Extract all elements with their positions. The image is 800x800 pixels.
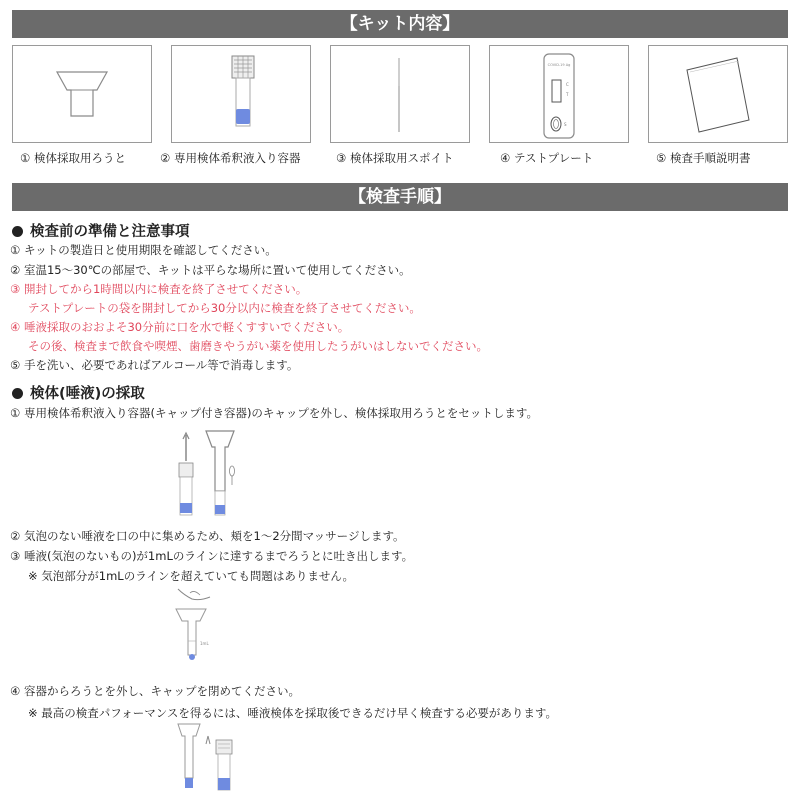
kit-item-test-plate — [489, 45, 629, 143]
kit-label-diluent-container: ② 専用検体希釈液入り容器 — [160, 151, 301, 165]
collect-step-4-note: ※ 最高の検査パフォーマンスを得るには、唾液検体を採取後できるだけ早く検査する必要があります。 — [28, 706, 557, 720]
prep-line-4: ④ 唾液採取のおおよそ30分前に口を水で軽くすすいでください。 — [10, 320, 350, 334]
procedure-banner: 【検査手順】 — [12, 183, 788, 211]
collect-step-3: ③ 唾液(気泡のないもの)が1mLのラインに達するまでろうとに吐き出します。 — [10, 549, 414, 563]
funnel-icon — [13, 46, 151, 142]
kit-label-funnel: ① 検体採取用ろうと — [20, 151, 126, 165]
collect-step-3-note: ※ 気泡部分が1mLのラインを超えていても問題はありません。 — [28, 569, 355, 583]
kit-label-test-plate: ④ テストプレート — [500, 151, 594, 165]
kit-item-dropper — [330, 45, 470, 143]
test-plate-mark-t: T — [566, 92, 569, 97]
kit-contents-row — [12, 45, 788, 145]
prep-line-4-sub: その後、検査まで飲食や喫煙、歯磨きやうがい薬を使用したうがいはしないでください。 — [28, 339, 488, 353]
bullet-icon — [12, 388, 23, 399]
test-plate-icon — [490, 46, 628, 142]
test-plate-label: COVID-19 Ag — [547, 63, 571, 67]
prep-line-1: ① キットの製造日と使用期限を確認してください。 — [10, 243, 277, 257]
one-ml-mark: 1mL — [200, 641, 209, 646]
funnel-setup-illustration — [170, 425, 250, 525]
kit-contents-banner: 【キット内容】 — [12, 10, 788, 38]
collect-step-1: ① 専用検体希釈液入り容器(キャップ付き容器)のキャップを外し、検体採取用ろうとをセットします。 — [10, 406, 539, 420]
prep-title-text: 検査前の準備と注意事項 — [30, 224, 190, 240]
collect-section-title — [12, 382, 145, 403]
prep-line-5: ⑤ 手を洗い、必要であればアルコール等で消毒します。 — [10, 358, 299, 372]
instruction-sheet-icon — [649, 46, 787, 142]
kit-label-instructions: ⑤ 検査手順説明書 — [656, 151, 751, 165]
kit-item-funnel — [12, 45, 152, 143]
collect-step-2: ② 気泡のない唾液を口の中に集めるため、頬を1～2分間マッサージします。 — [10, 529, 405, 543]
prep-line-2: ② 室温15～30℃の部屋で、キットは平らな場所に置いて使用してください。 — [10, 263, 411, 277]
cap-container-illustration — [170, 722, 250, 800]
saliva-collection-illustration — [170, 585, 250, 670]
prep-section-title — [12, 220, 190, 241]
collect-step-4: ④ 容器からろうとを外し、キャップを閉めてください。 — [10, 684, 300, 698]
test-plate-mark-s: S — [564, 122, 567, 127]
kit-item-diluent-container — [171, 45, 311, 143]
test-plate-mark-c: C — [566, 82, 569, 87]
prep-line-3: ③ 開封してから1時間以内に検査を終了させてください。 — [10, 282, 308, 296]
prep-line-3-sub: テストプレートの袋を開封してから30分以内に検査を終了させてください。 — [28, 301, 421, 315]
kit-label-dropper: ③ 検体採取用スポイト — [336, 151, 454, 165]
bullet-icon — [12, 226, 23, 237]
dropper-icon — [331, 46, 469, 142]
kit-item-instructions — [648, 45, 788, 143]
diluent-container-icon — [172, 46, 310, 142]
collect-title-text: 検体(唾液)の採取 — [30, 386, 145, 402]
